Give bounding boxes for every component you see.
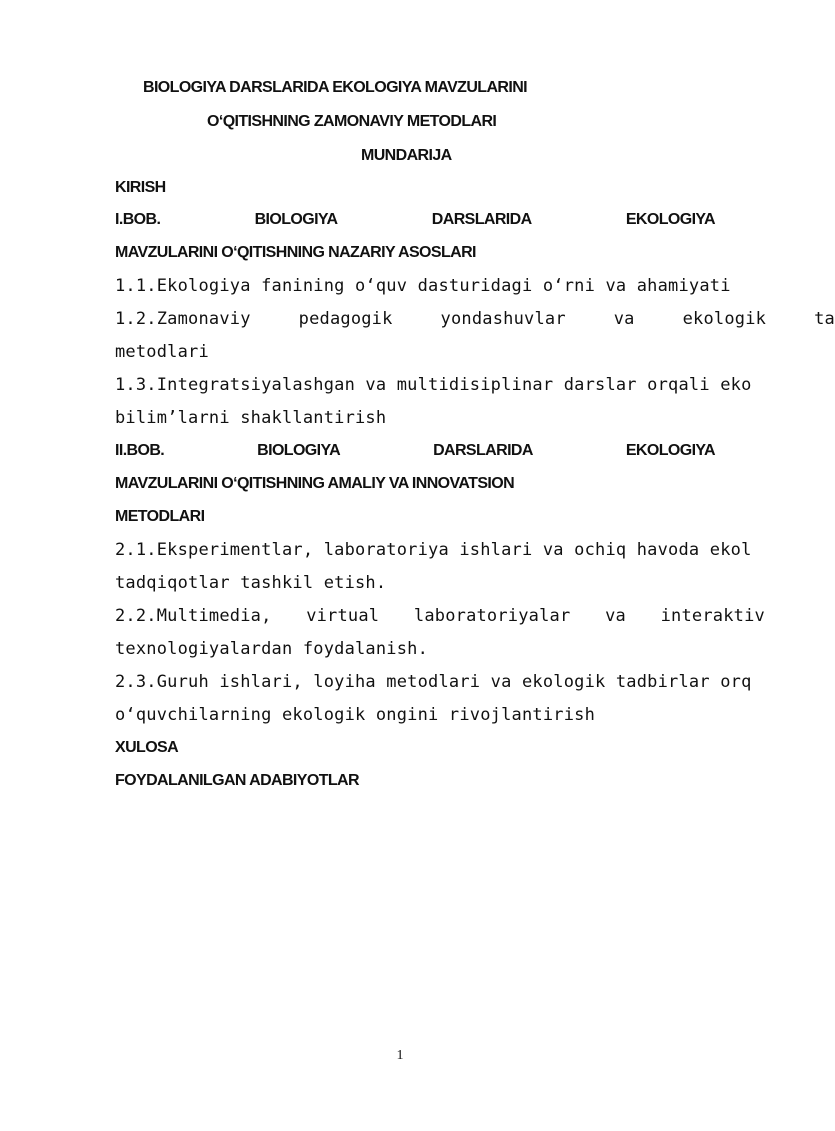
section-1-2-word: 1.2.Zamonaviy	[115, 309, 251, 329]
title-line-1: BIOLOGIYA DARSLARIDA EKOLOGIYA MAVZULARINI	[143, 79, 528, 96]
toc-section-2-1: 2.1.Eksperimentlar, laboratoriya ishlari va ochiq havoda ekol	[115, 540, 752, 560]
section-2-2-word: virtual	[306, 606, 380, 626]
toc-heading: MUNDARIJA	[361, 147, 452, 164]
toc-section-1-3: 1.3.Integratsiyalashgan va multidisiplinar darslar orqali eko	[115, 375, 752, 395]
toc-conclusion: XULOSA	[115, 739, 179, 756]
chapter-1-word-3: EKOLOGIYA	[625, 211, 715, 228]
section-2-2-word: 2.2.Multimedia,	[115, 606, 272, 626]
toc-chapter-2-line-2: MAVZULARINI O‘QITISHNING AMALIY VA INNOVATSION	[115, 475, 515, 492]
title-line-2: O‘QITISHNING ZAMONAVIY METODLARI	[207, 113, 497, 130]
section-2-2-word: va	[605, 606, 626, 626]
section-1-2-word: ekologik	[682, 309, 767, 329]
section-1-2-word: pedagogik	[298, 309, 393, 329]
section-1-2-word: va	[613, 309, 635, 329]
toc-section-2-2-line-2: texnologiyalardan foydalanish.	[115, 639, 429, 659]
toc-section-1-1: 1.1.Ekologiya fanining o‘quv dasturidagi o‘rni va ahamiyati	[115, 276, 731, 296]
toc-section-2-1-line-2: tadqiqotlar tashkil etish.	[115, 573, 387, 593]
toc-intro: KIRISH	[115, 179, 166, 196]
chapter-2-number: II.BOB.	[115, 442, 165, 459]
chapter-2-word-3: EKOLOGIYA	[625, 442, 715, 459]
toc-section-1-2-line-2: metodlari	[115, 342, 209, 362]
toc-chapter-2-line-3: METODLARI	[115, 508, 205, 525]
section-2-2-word: interaktiv	[660, 606, 765, 626]
section-1-2-word: ta	[814, 309, 835, 329]
toc-chapter-1	[115, 209, 715, 231]
toc-section-2-3: 2.3.Guruh ishlari, loyiha metodlari va ekologik tadbirlar orq	[115, 672, 752, 692]
toc-section-2-2	[115, 605, 765, 627]
section-1-2-word: yondashuvlar	[440, 309, 566, 329]
chapter-2-word-2: DARSLARIDA	[433, 442, 533, 459]
toc-section-2-3-line-2: o‘quvchilarning ekologik ongini rivojlantirish	[115, 705, 596, 725]
section-2-2-word: laboratoriyalar	[413, 606, 571, 626]
chapter-2-word-1: BIOLOGIYA	[257, 442, 341, 459]
toc-references: FOYDALANILGAN ADABIYOTLAR	[115, 772, 359, 789]
toc-chapter-2	[115, 440, 715, 462]
toc-section-1-3-line-2: bilim’larni shakllantirish	[115, 408, 387, 428]
chapter-1-word-2: DARSLARIDA	[431, 211, 532, 228]
toc-chapter-1-line-2: MAVZULARINI O‘QITISHNING NAZARIY ASOSLARI	[115, 244, 476, 261]
toc-section-1-2	[115, 308, 835, 330]
chapter-1-number: I.BOB.	[115, 211, 161, 228]
chapter-1-word-1: BIOLOGIYA	[254, 211, 338, 228]
page-number: 1	[396, 1048, 404, 1063]
